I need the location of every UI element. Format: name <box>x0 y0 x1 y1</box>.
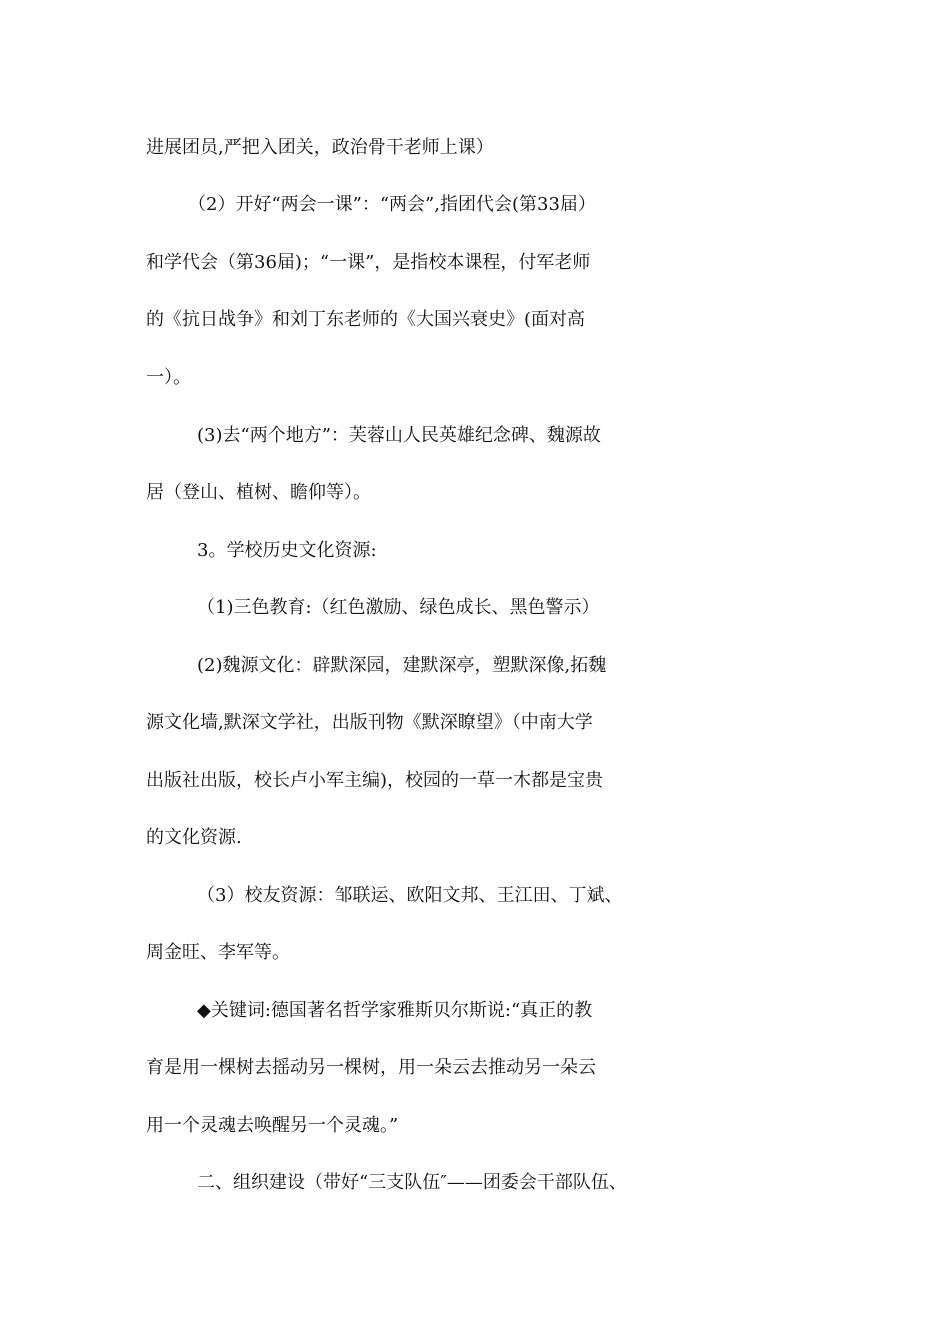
text-line: 居（登山、植树、瞻仰等）。 <box>146 482 371 503</box>
text-line: 一）。 <box>146 367 191 388</box>
text-line: 周金旺、李军等。 <box>146 942 290 963</box>
text-line: 的《抗日战争》和刘丁东老师的《大国兴衰史》(面对高 <box>146 309 586 330</box>
text-line: ◆关键词:德国著名哲学家雅斯贝尔斯说:“真正的教 <box>197 1000 593 1021</box>
text-line: 3。学校历史文化资源: <box>197 540 377 561</box>
text-line: 出版社出版，校长卢小军主编)，校园的一草一木都是宝贵 <box>146 770 604 791</box>
text-line: 用一个灵魂去唤醒另一个灵魂。” <box>146 1115 399 1136</box>
text-line: 育是用一棵树去摇动另一棵树，用一朵云去推动另一朵云 <box>146 1057 596 1078</box>
text-line: （2）开好“两会一课”：“两会”,指团代会(第33届） <box>188 194 596 215</box>
text-line: 二、组织建设（带好“三支队伍″——团委会干部队伍、 <box>197 1172 627 1193</box>
text-line: (2)魏源文化：辟默深园，建默深亭，塑默深像,拓魏 <box>197 655 607 676</box>
text-line: 进展团员,严把入团关，政治骨干老师上课） <box>146 137 494 158</box>
text-line: 和学代会（第36届)；“一课”，是指校本课程，付军老师 <box>146 252 591 273</box>
text-line: (3)去“两个地方”：芙蓉山人民英雄纪念碑、魏源故 <box>197 425 601 446</box>
text-line: （3）校友资源：邹联运、欧阳文邦、王江田、丁斌、 <box>197 885 623 906</box>
text-line: 源文化墙,默深文学社，出版刊物《默深瞭望》（中南大学 <box>146 712 593 733</box>
text-line: （1)三色教育:（红色激励、绿色成长、黑色警示） <box>197 597 600 618</box>
text-line: 的文化资源. <box>146 827 242 848</box>
